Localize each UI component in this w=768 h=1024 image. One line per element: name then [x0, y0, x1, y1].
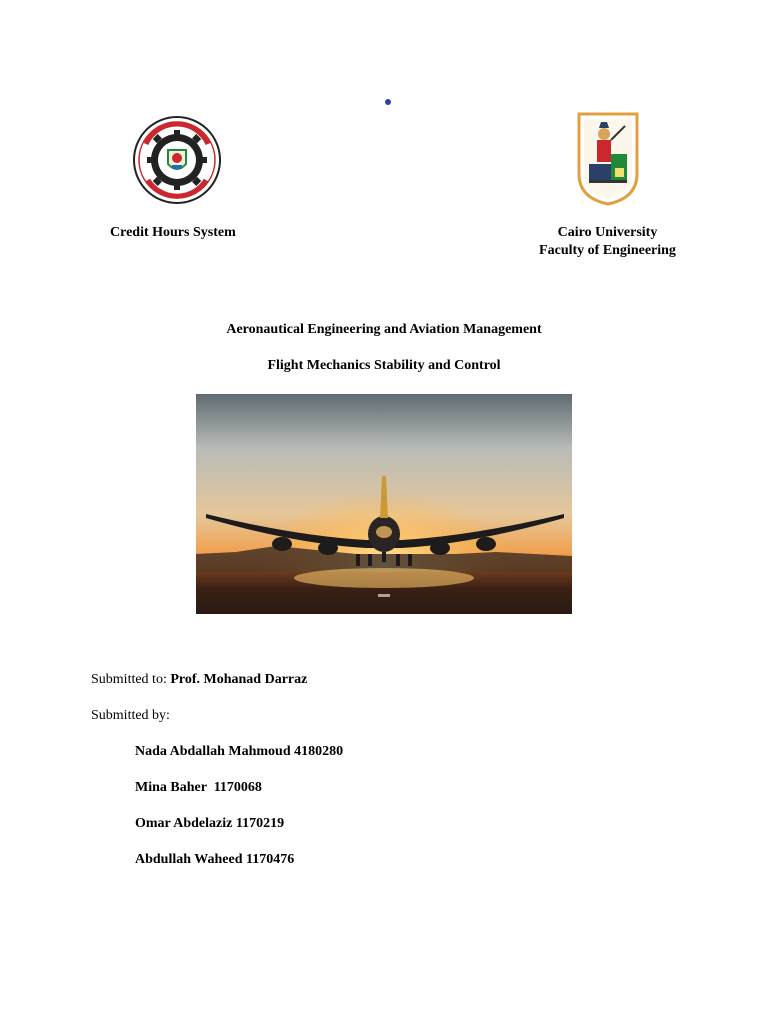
course-title: Flight Mechanics Stability and Control: [267, 358, 501, 373]
university-caption: [520, 224, 695, 260]
student-list: [135, 743, 343, 887]
supervisor-name: Prof. Mohanad Darraz: [170, 672, 308, 687]
student-entry: Mina Baher 1170068: [135, 780, 262, 795]
student-entry: Abdullah Waheed 1170476: [135, 852, 295, 867]
student-entry: Nada Abdallah Mahmoud 4180280: [135, 744, 344, 759]
university-name: Cairo University: [557, 225, 658, 240]
airplane-sunset-image: [196, 394, 572, 614]
cairo-university-logo: [575, 110, 641, 206]
submitted-to-line: [91, 672, 307, 688]
credit-hours-system-label: Credit Hours System: [110, 225, 236, 240]
student-entry: Omar Abdelaziz 1170219: [135, 816, 285, 831]
department-title: Aeronautical Engineering and Aviation Management: [226, 322, 542, 337]
submitted-by-label: Submitted by:: [91, 708, 170, 723]
submitted-to-label: Submitted to:: [91, 672, 171, 687]
blue-dot: [385, 99, 391, 105]
faculty-name: Faculty of Engineering: [539, 243, 676, 258]
credit-hours-logo: [132, 114, 222, 206]
